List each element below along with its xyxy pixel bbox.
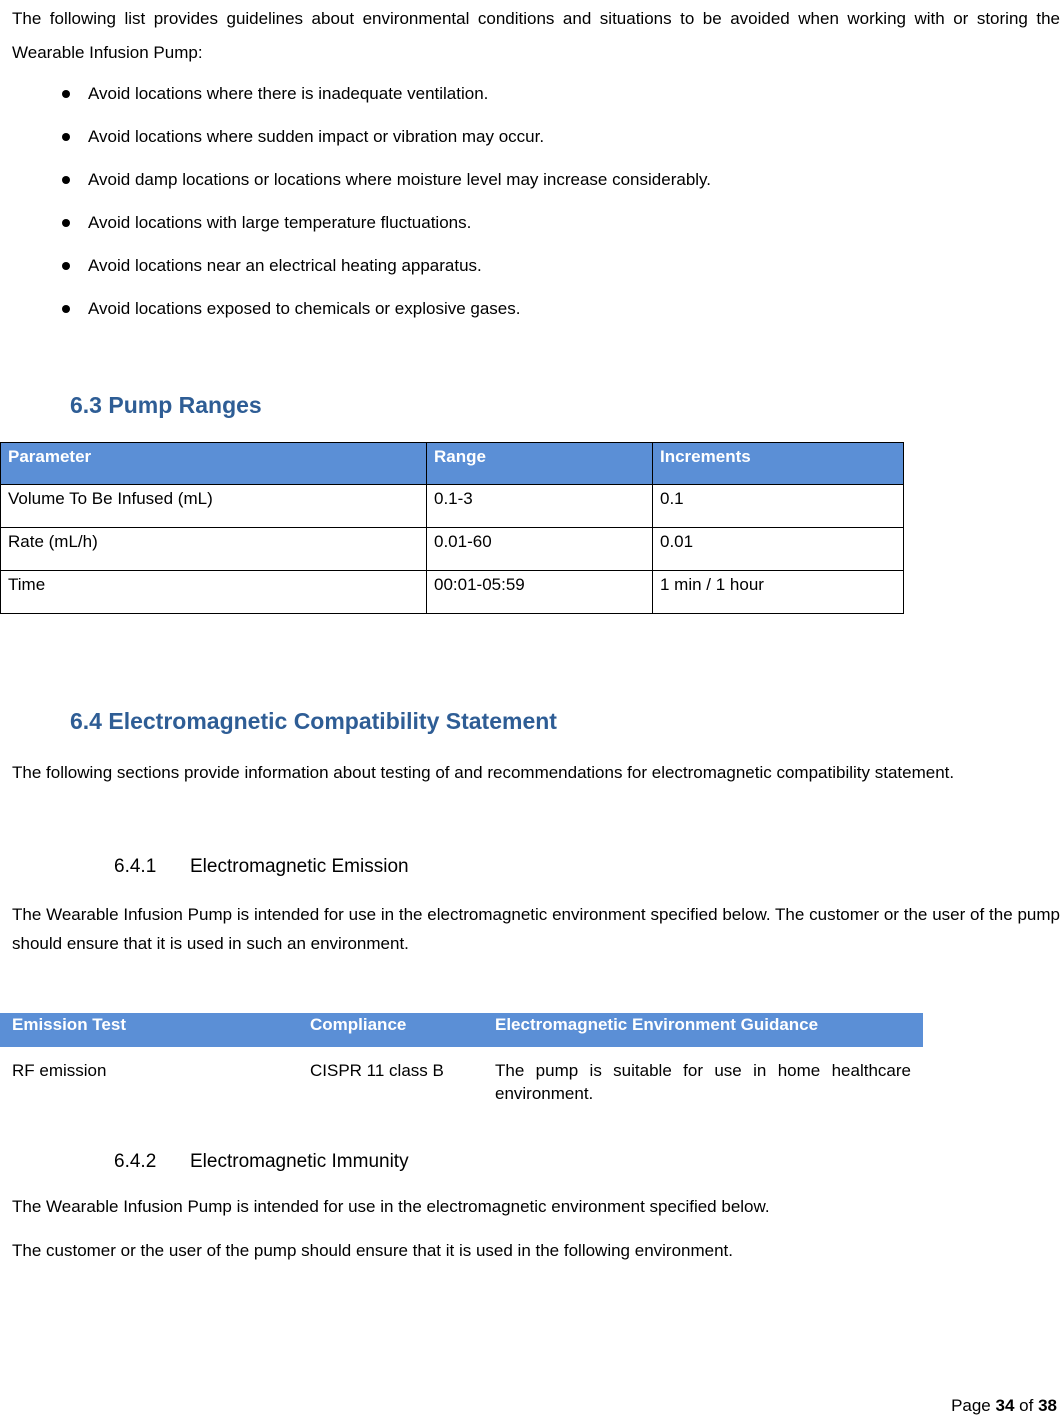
table-cell: Rate (mL/h): [1, 528, 427, 571]
list-item: [0, 163, 1000, 206]
table-cell: RF emission: [12, 1061, 107, 1080]
column-header-parameter: Parameter: [1, 443, 427, 485]
column-header-emission-test: Emission Test: [0, 1013, 298, 1047]
list-item-text: Avoid locations where there is inadequate ventilation.: [88, 84, 489, 103]
bullet-icon: [62, 262, 70, 270]
immunity-line-2: The customer or the user of the pump should ensure that it is used in the following environment.: [12, 1241, 734, 1260]
table-row: [1, 528, 904, 571]
column-header-increments: Increments: [653, 443, 904, 485]
list-item-text: Avoid locations where sudden impact or vibration may occur.: [88, 127, 545, 146]
table-cell: 00:01-05:59: [427, 571, 653, 614]
list-item: [0, 292, 1000, 335]
table-row: [1, 571, 904, 614]
page-footer: [951, 1396, 1057, 1416]
of-label: of: [1019, 1396, 1034, 1415]
immunity-line-1: The Wearable Infusion Pump is intended for use in the electromagnetic environment specified below.: [12, 1197, 770, 1216]
page-total: 38: [1038, 1396, 1057, 1415]
emc-intro-paragraph: The following sections provide information about testing of and recommendations for electromagnetic compatibility statement.: [12, 763, 955, 782]
page-label: Page: [951, 1396, 991, 1415]
list-item-text: Avoid locations exposed to chemicals or explosive gases.: [88, 299, 521, 318]
list-item: [0, 120, 1000, 163]
column-header-range: Range: [427, 443, 653, 485]
subsection-heading-immunity: [114, 1151, 409, 1173]
table-cell: 0.01: [653, 528, 904, 571]
table-cell: 0.01-60: [427, 528, 653, 571]
section-heading-pump-ranges: 6.3 Pump Ranges: [70, 392, 262, 418]
table-header-row: [0, 1013, 923, 1047]
bullet-icon: [62, 90, 70, 98]
page-number: 34: [995, 1396, 1015, 1415]
table-cell: Volume To Be Infused (mL): [1, 485, 427, 528]
bullet-icon: [62, 176, 70, 184]
table-cell: The pump is suitable for use in home healthcare environment.: [495, 1061, 911, 1103]
table-cell: 0.1-3: [427, 485, 653, 528]
table-row: [1, 485, 904, 528]
subsection-title: Electromagnetic Emission: [190, 856, 409, 877]
column-header-guidance: Electromagnetic Environment Guidance: [483, 1013, 923, 1047]
subsection-number: 6.4.1: [114, 856, 157, 877]
column-header-compliance: Compliance: [298, 1013, 483, 1047]
table-cell: Time: [1, 571, 427, 614]
bullet-icon: [62, 133, 70, 141]
table-header-row: [1, 443, 904, 485]
table-cell: CISPR 11 class B: [310, 1061, 444, 1080]
emission-paragraph: The Wearable Infusion Pump is intended for use in the electromagnetic environment specified below. The customer or the user of the pump should ensure that it is used in such an environment.: [12, 905, 1060, 953]
subsection-heading-emission: [114, 856, 409, 878]
subsection-number: 6.4.2: [114, 1151, 157, 1172]
list-item-text: Avoid locations with large temperature fluctuations.: [88, 213, 472, 232]
bullet-icon: [62, 305, 70, 313]
list-item-text: Avoid damp locations or locations where moisture level may increase considerably.: [88, 170, 712, 189]
pump-ranges-table: [0, 442, 904, 614]
emission-table: [0, 1013, 923, 1119]
list-item: [0, 249, 1000, 292]
bullet-icon: [62, 219, 70, 227]
list-item: [0, 206, 1000, 249]
subsection-title: Electromagnetic Immunity: [190, 1151, 409, 1172]
table-row: [0, 1047, 923, 1119]
table-cell: 1 min / 1 hour: [653, 571, 904, 614]
section-heading-emc-statement: 6.4 Electromagnetic Compatibility Statement: [70, 708, 557, 734]
table-cell: 0.1: [653, 485, 904, 528]
list-item: [0, 77, 1000, 120]
guidelines-list: [0, 77, 1000, 335]
intro-paragraph: The following list provides guidelines about environmental conditions and situations to be avoided when working with or storing the Wearable Infusion Pump:: [12, 9, 1060, 62]
list-item-text: Avoid locations near an electrical heating apparatus.: [88, 256, 482, 275]
